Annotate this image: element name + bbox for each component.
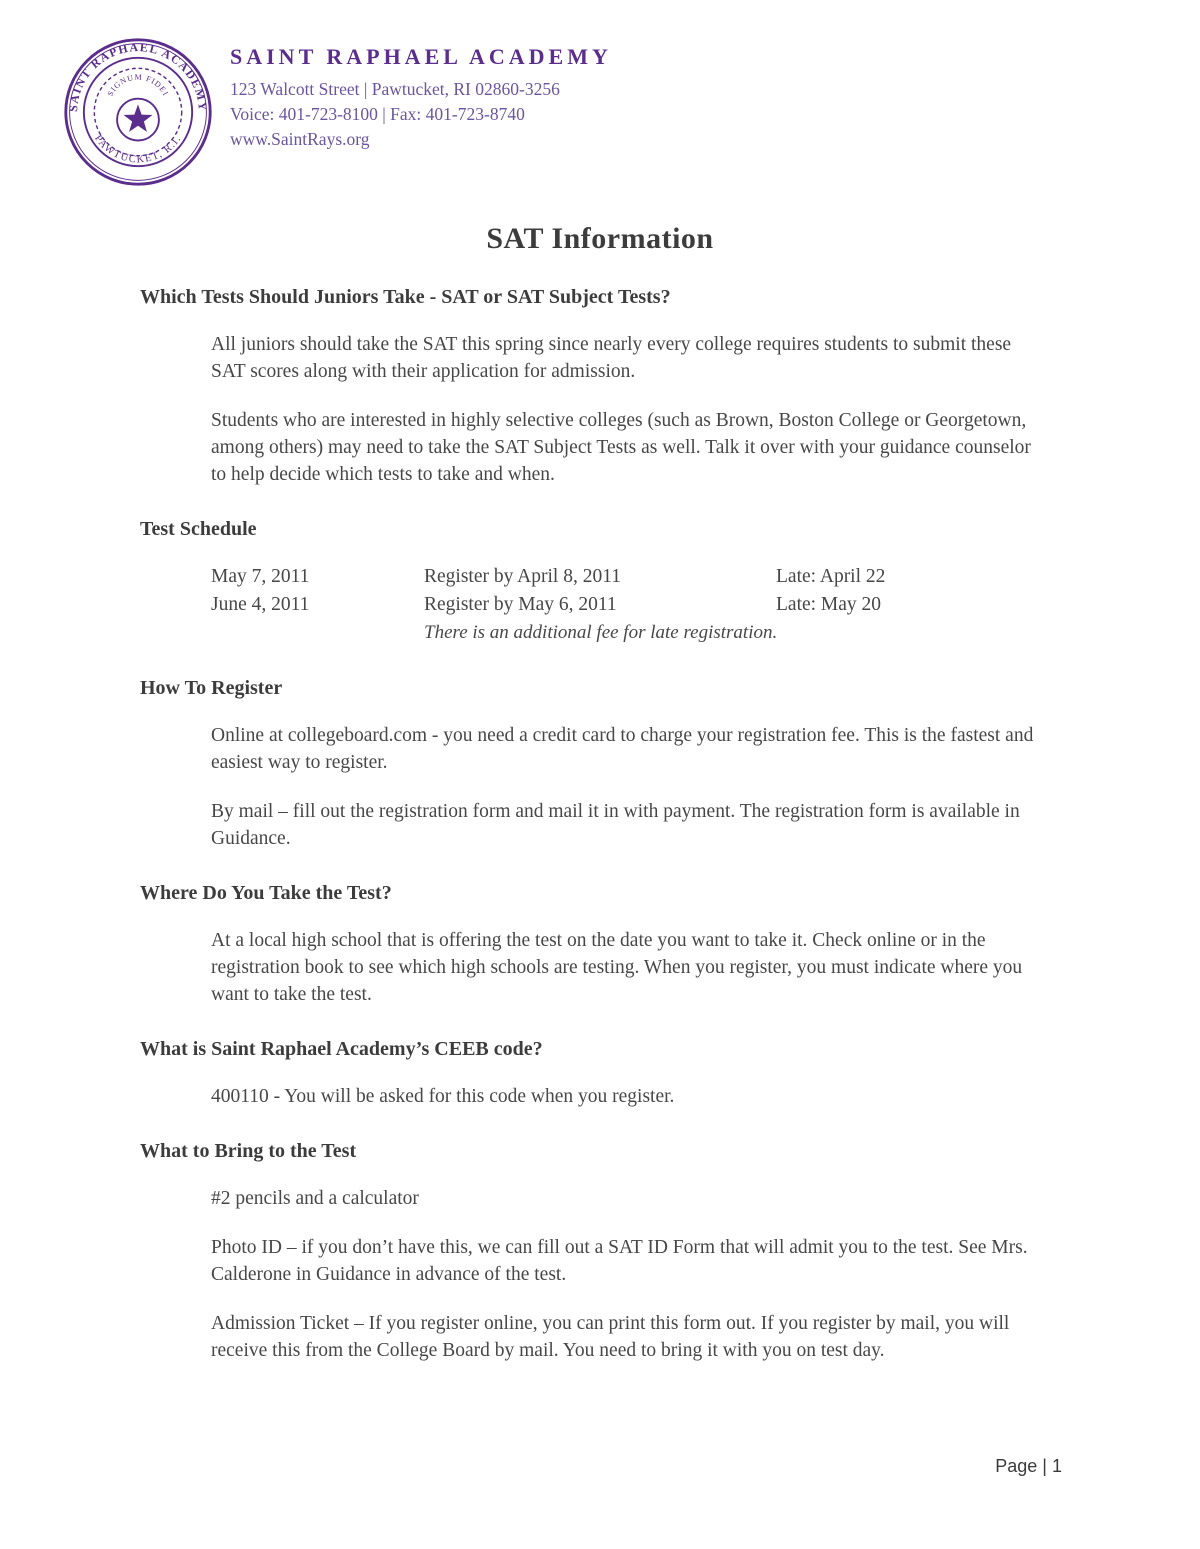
test-date: June 4, 2011 — [211, 594, 310, 615]
paragraph-admission-ticket: Admission Ticket – If you register online, you can print this form out. If you register by mail, you will receive this from the College Board by mail. You need to bring it with you on test day. — [211, 1313, 1010, 1361]
school-address: 123 Walcott Street | Pawtucket, RI 02860-3256 — [230, 79, 560, 99]
section-heading-how-to-register: How To Register — [140, 677, 283, 699]
svg-text:SIGNUM FIDEI — [106, 73, 171, 98]
paragraph-test-location: At a local high school that is offering the test on the date you want to take it. Check online or in the registration book to see which high schools are testing. When you register, you must indicate where you want to take the test. — [211, 930, 1023, 1005]
section-test-schedule — [0, 518, 1200, 647]
paragraph-subject-tests: Students who are interested in highly selective colleges (such as Brown, Boston College or Georgetown, among others) may need to take the SAT Subject Tests as well. Talk it over with your guidance counselor to help decide which tests to take and when. — [211, 410, 1031, 485]
seal-bottom-text: PAWTUCKET, R.I. — [92, 133, 184, 166]
seal-motto-text: SIGNUM FIDEI — [105, 72, 171, 98]
letterhead — [0, 0, 1200, 188]
section-where-test — [0, 882, 1200, 1008]
late-deadline: Late: April 22 — [776, 566, 886, 587]
section-ceeb-code — [0, 1038, 1200, 1110]
paragraph-juniors-sat: All juniors should take the SAT this spring since nearly every college requires students to submit these SAT scores along with their application for admission. — [211, 334, 1012, 382]
page-title: SAT Information — [486, 222, 714, 255]
school-website: www.SaintRays.org — [230, 128, 370, 149]
section-how-to-register — [0, 677, 1200, 852]
late-fee-note: There is an additional fee for late registration. — [424, 622, 778, 643]
section-heading-ceeb-code: What is Saint Raphael Academy’s CEEB code? — [140, 1038, 543, 1060]
section-heading-where-test: Where Do You Take the Test? — [140, 882, 392, 904]
test-date: May 7, 2011 — [211, 566, 310, 587]
register-by-date: Register by April 8, 2011 — [424, 566, 621, 587]
paragraph-pencils-calculator: #2 pencils and a calculator — [211, 1188, 419, 1209]
late-deadline: Late: May 20 — [776, 594, 882, 615]
letterhead-text-block — [230, 36, 612, 152]
school-seal-logo — [62, 36, 214, 188]
section-heading-what-to-bring: What to Bring to the Test — [140, 1140, 357, 1162]
schedule-table — [0, 563, 1200, 647]
school-phone-fax: Voice: 401-723-8100 | Fax: 401-723-8740 — [230, 103, 525, 124]
section-what-to-bring — [0, 1140, 1200, 1364]
seal-top-text: SAINT RAPHAEL ACADEMY — [66, 40, 210, 113]
seal-icon — [62, 36, 214, 188]
schedule-row — [211, 563, 1200, 591]
school-name: SAINT RAPHAEL ACADEMY — [230, 44, 612, 69]
register-by-date: Register by May 6, 2011 — [424, 594, 617, 615]
paragraph-ceeb-code: 400110 - You will be asked for this code when you register. — [211, 1086, 675, 1107]
paragraph-register-online: Online at collegeboard.com - you need a credit card to charge your registration fee. This is the fastest and easiest way to register. — [211, 725, 1034, 773]
section-heading-which-tests: Which Tests Should Juniors Take - SAT or SAT Subject Tests? — [140, 286, 671, 308]
paragraph-photo-id: Photo ID – if you don’t have this, we can fill out a SAT ID Form that will admit you to the test. See Mrs. Calderone in Guidance in advance of the test. — [211, 1237, 1028, 1285]
paragraph-register-mail: By mail – fill out the registration form and mail it in with payment. The registration form is available in Guidance. — [211, 801, 1020, 849]
page-number: Page | 1 — [995, 1456, 1062, 1476]
svg-text:PAWTUCKET, R.I. — [92, 133, 184, 165]
schedule-row — [211, 591, 1200, 619]
star-icon — [124, 104, 153, 131]
section-heading-test-schedule: Test Schedule — [140, 518, 257, 540]
section-which-tests — [0, 286, 1200, 488]
